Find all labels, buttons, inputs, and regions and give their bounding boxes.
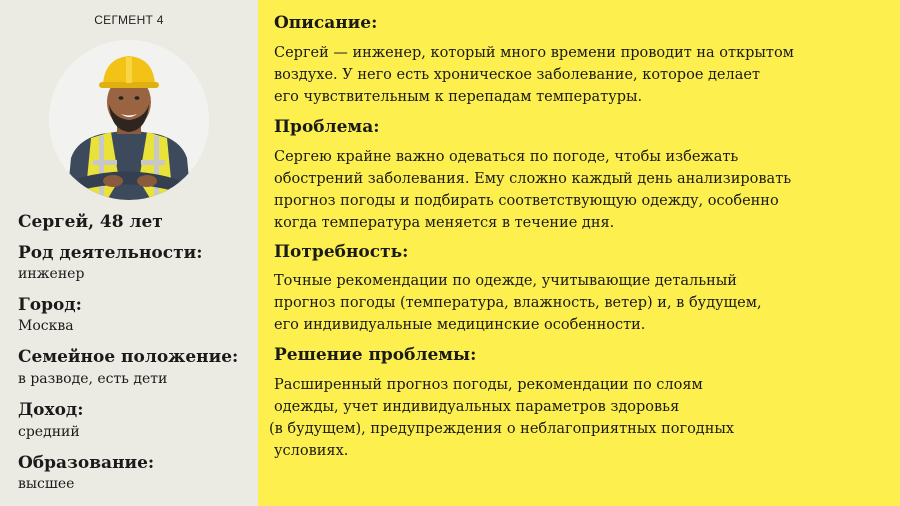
city-label: Город:: [18, 295, 82, 315]
education-label: Образование:: [18, 453, 155, 473]
need-title: Потребность:: [274, 242, 409, 262]
problem-line: прогноз погоды и подбирать соответствующую одежду, особенно: [274, 193, 779, 209]
problem-line: Сергею крайне важно одеваться по погоде, чтобы избежать: [274, 149, 739, 165]
solution-line: Расширенный прогноз погоды, рекомендации по слоям: [274, 377, 703, 393]
problem-title: Проблема:: [274, 117, 380, 137]
construction-worker-photo: [49, 40, 209, 200]
solution-line: (в будущем), предупреждения о неблагоприятных погодных: [269, 421, 735, 437]
description-line: воздухе. У него есть хроническое заболевание, которое делает: [274, 67, 760, 83]
description-title: Описание:: [274, 13, 378, 33]
occupation-label: Род деятельности:: [18, 243, 203, 263]
solution-text: [269, 374, 874, 462]
need-line: прогноз погоды (температура, влажность, ветер) и, в будущем,: [274, 295, 762, 311]
problem-line: обострений заболевания. Ему сложно каждый день анализировать: [274, 171, 792, 187]
problem-line: когда температура меняется в течение дня.: [274, 215, 615, 231]
need-line: Точные рекомендации по одежде, учитывающие детальный: [274, 273, 737, 289]
segment-label: СЕГМЕНТ 4: [94, 13, 164, 27]
education-value: высшее: [18, 476, 75, 492]
marital-status-label: Семейное положение:: [18, 347, 239, 367]
solution-title: Решение проблемы:: [274, 345, 477, 365]
marital-status-value: в разводе, есть дети: [18, 371, 168, 387]
city-value: Москва: [18, 318, 74, 334]
description-line: Сергей — инженер, который много времени проводит на открытом: [274, 45, 794, 61]
persona-photo: [49, 40, 209, 200]
need-line: его индивидуальные медицинские особенности.: [274, 317, 646, 333]
occupation-value: инженер: [18, 266, 85, 282]
problem-text: [274, 146, 874, 234]
income-value: средний: [18, 424, 80, 440]
need-text: [274, 270, 874, 336]
income-label: Доход:: [18, 400, 84, 420]
description-line: его чувствительным к перепадам температуры.: [274, 89, 643, 105]
description-text: [274, 42, 874, 108]
solution-line: условиях.: [274, 443, 349, 459]
persona-name-age: Сергей, 48 лет: [18, 212, 163, 232]
solution-line: одежды, учет индивидуальных параметров здоровья: [274, 399, 680, 415]
